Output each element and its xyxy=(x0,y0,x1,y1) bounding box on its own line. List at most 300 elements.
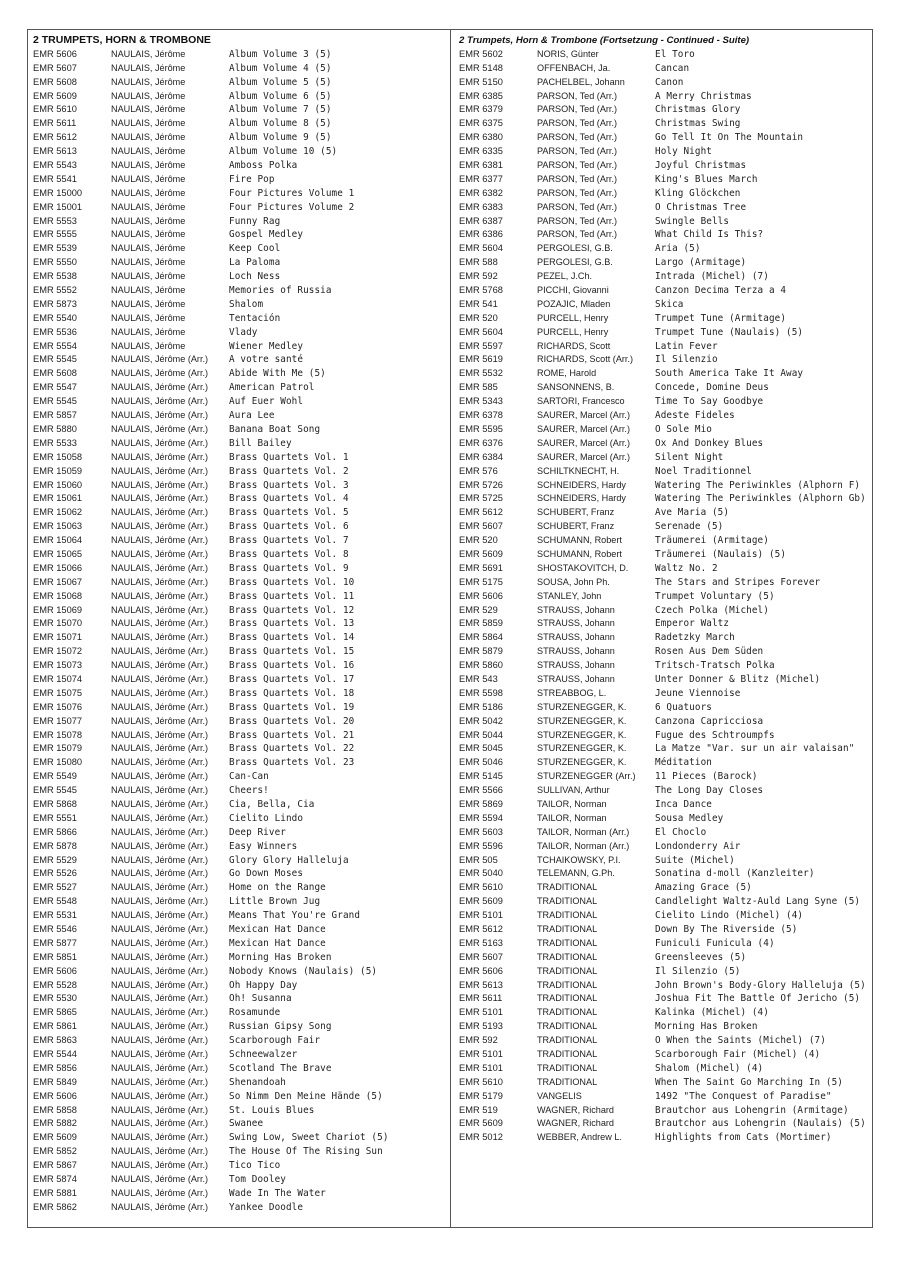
piece-title: Brass Quartets Vol. 20 xyxy=(229,715,355,727)
piece-title: Greensleeves (5) xyxy=(655,951,747,963)
composer-name: STURZENEGGER, K. xyxy=(537,701,627,712)
catalog-number: EMR 588 xyxy=(459,257,498,268)
piece-title: Scotland The Brave xyxy=(229,1062,332,1074)
composer-name: PICCHI, Giovanni xyxy=(537,285,609,296)
piece-title: Loch Ness xyxy=(229,271,281,283)
list-item xyxy=(33,90,445,104)
piece-title: Brass Quartets Vol. 12 xyxy=(229,604,355,616)
catalog-number: EMR 5611 xyxy=(33,118,77,129)
list-item xyxy=(459,576,869,590)
list-item xyxy=(459,923,869,937)
list-item xyxy=(459,201,869,215)
composer-name: NAULAIS, Jérôme (Arr.) xyxy=(111,1160,209,1171)
composer-name: NAULAIS, Jérôme (Arr.) xyxy=(111,576,209,587)
catalog-number: EMR 5606 xyxy=(33,1090,77,1101)
composer-name: TELEMANN, G.Ph. xyxy=(537,868,615,879)
composer-name: NAULAIS, Jérôme xyxy=(111,201,186,212)
composer-name: NAULAIS, Jérôme (Arr.) xyxy=(111,1049,209,1060)
composer-name: PARSON, Ted (Arr.) xyxy=(537,90,618,101)
composer-name: STURZENEGGER, K. xyxy=(537,715,627,726)
list-item xyxy=(459,228,869,242)
catalog-number: EMR 5608 xyxy=(33,76,77,87)
piece-title: Canzona Capricciosa xyxy=(655,715,764,727)
composer-name: NAULAIS, Jérôme (Arr.) xyxy=(111,660,209,671)
composer-name: PARSON, Ted (Arr.) xyxy=(537,146,618,157)
piece-title: Little Brown Jug xyxy=(229,896,321,908)
catalog-number: EMR 5045 xyxy=(459,743,503,754)
piece-title: Joyful Christmas xyxy=(655,160,747,172)
composer-name: NAULAIS, Jérôme (Arr.) xyxy=(111,826,209,837)
catalog-number: EMR 5874 xyxy=(33,1174,77,1185)
catalog-number: EMR 5613 xyxy=(33,146,77,157)
list-item xyxy=(459,159,869,173)
section-title: 2 TRUMPETS, HORN & TROMBONE xyxy=(33,34,211,46)
composer-name: STRAUSS, Johann xyxy=(537,660,615,671)
piece-title: Brass Quartets Vol. 14 xyxy=(229,632,355,644)
list-item xyxy=(33,923,445,937)
catalog-number: EMR 15072 xyxy=(33,646,83,657)
list-item xyxy=(33,937,445,951)
piece-title: Vlady xyxy=(229,326,258,338)
piece-title: El Choclo xyxy=(655,826,707,838)
catalog-number: EMR 5873 xyxy=(33,298,77,309)
catalog-number: EMR 5012 xyxy=(459,1132,503,1143)
catalog-number: EMR 519 xyxy=(459,1104,498,1115)
composer-name: NAULAIS, Jérôme (Arr.) xyxy=(111,410,209,421)
piece-title: Brass Quartets Vol. 4 xyxy=(229,493,349,505)
list-item xyxy=(33,465,445,479)
piece-title: Watering The Periwinkles (Alphorn F) xyxy=(655,479,861,491)
list-item xyxy=(33,173,445,187)
composer-name: TRADITIONAL xyxy=(537,1049,598,1060)
catalog-number: EMR 5609 xyxy=(33,90,77,101)
composer-name: TRADITIONAL xyxy=(537,1021,598,1032)
list-item xyxy=(33,340,445,354)
piece-title: Shenandoah xyxy=(229,1076,286,1088)
list-item xyxy=(459,701,869,715)
composer-name: STURZENEGGER, K. xyxy=(537,743,627,754)
list-item xyxy=(33,590,445,604)
list-item xyxy=(459,1062,869,1076)
list-item xyxy=(33,492,445,506)
piece-title: Silent Night xyxy=(655,451,724,463)
composer-name: NAULAIS, Jérôme xyxy=(111,118,186,129)
list-item xyxy=(459,1131,869,1145)
piece-title: Time To Say Goodbye xyxy=(655,396,764,408)
piece-title: Cielito Lindo xyxy=(229,812,304,824)
piece-title: Rosamunde xyxy=(229,1007,281,1019)
catalog-number: EMR 5864 xyxy=(459,632,503,643)
piece-title: Shalom xyxy=(229,298,264,310)
piece-title: Oh! Susanna xyxy=(229,993,292,1005)
list-item xyxy=(459,812,869,826)
catalog-number: EMR 15068 xyxy=(33,590,83,601)
piece-title: Sousa Medley xyxy=(655,812,724,824)
catalog-number: EMR 15077 xyxy=(33,715,83,726)
composer-name: SHOSTAKOVITCH, D. xyxy=(537,562,629,573)
catalog-number: EMR 6387 xyxy=(459,215,503,226)
catalog-number: EMR 5101 xyxy=(459,1062,503,1073)
composer-name: NAULAIS, Jérôme (Arr.) xyxy=(111,1090,209,1101)
piece-title: O When the Saints (Michel) (7) xyxy=(655,1035,826,1047)
piece-title: Brass Quartets Vol. 17 xyxy=(229,673,355,685)
list-item xyxy=(459,326,869,340)
list-item xyxy=(459,367,869,381)
composer-name: NAULAIS, Jérôme (Arr.) xyxy=(111,924,209,934)
catalog-number: EMR 5186 xyxy=(459,701,503,712)
list-item xyxy=(33,840,445,854)
composer-name: NAULAIS, Jérôme (Arr.) xyxy=(111,965,209,976)
composer-name: NAULAIS, Jérôme (Arr.) xyxy=(111,979,209,990)
list-item xyxy=(33,1062,445,1076)
composer-name: OFFENBACH, Ja. xyxy=(537,62,611,73)
piece-title: Brass Quartets Vol. 1 xyxy=(229,451,349,463)
composer-name: NAULAIS, Jérôme xyxy=(111,160,186,171)
list-item xyxy=(459,1104,869,1118)
composer-name: PARSON, Ted (Arr.) xyxy=(537,160,618,171)
composer-name: TAILOR, Norman (Arr.) xyxy=(537,826,630,837)
composer-name: PARSON, Ted (Arr.) xyxy=(537,118,618,129)
list-item xyxy=(459,548,869,562)
piece-title: Kalinka (Michel) (4) xyxy=(655,1007,769,1019)
composer-name: NAULAIS, Jérôme (Arr.) xyxy=(111,882,209,893)
list-item xyxy=(33,1173,445,1187)
catalog-number: EMR 5545 xyxy=(33,354,77,365)
composer-name: STRAUSS, Johann xyxy=(537,618,615,629)
catalog-number: EMR 5865 xyxy=(33,1007,77,1018)
list-item xyxy=(459,451,869,465)
catalog-number: EMR 5101 xyxy=(459,910,503,921)
composer-name: TAILOR, Norman xyxy=(537,812,607,823)
piece-title: Trumpet Voluntary (5) xyxy=(655,590,775,602)
catalog-number: EMR 5851 xyxy=(33,951,77,962)
catalog-number: EMR 6384 xyxy=(459,451,503,462)
list-item xyxy=(459,604,869,618)
list-item xyxy=(33,409,445,423)
catalog-number: EMR 15076 xyxy=(33,701,83,712)
piece-title: Suite (Michel) xyxy=(655,854,735,866)
composer-name: NAULAIS, Jérôme (Arr.) xyxy=(111,604,209,615)
composer-name: POZAJIC, Mladen xyxy=(537,298,611,309)
catalog-number: EMR 5042 xyxy=(459,715,503,726)
piece-title: Banana Boat Song xyxy=(229,423,321,435)
piece-title: Swingle Bells xyxy=(655,215,730,227)
list-item xyxy=(33,687,445,701)
catalog-number: EMR 5545 xyxy=(33,785,77,796)
piece-title: What Child Is This? xyxy=(655,229,764,241)
piece-title: Glory Glory Halleluja xyxy=(229,854,349,866)
piece-title: Brass Quartets Vol. 3 xyxy=(229,479,349,491)
piece-title: Joshua Fit The Battle Of Jericho (5) xyxy=(655,993,861,1005)
list-item xyxy=(33,437,445,451)
piece-title: Wade In The Water xyxy=(229,1187,326,1199)
catalog-number: EMR 5726 xyxy=(459,479,503,490)
composer-name: NAULAIS, Jérôme (Arr.) xyxy=(111,701,209,712)
piece-title: Tom Dooley xyxy=(229,1174,286,1186)
composer-name: PARSON, Ted (Arr.) xyxy=(537,215,618,226)
piece-title: Intrada (Michel) (7) xyxy=(655,271,769,283)
piece-title: Brass Quartets Vol. 11 xyxy=(229,590,355,602)
list-item xyxy=(33,256,445,270)
list-item xyxy=(33,951,445,965)
piece-title: Träumerei (Naulais) (5) xyxy=(655,548,787,560)
piece-title: South America Take It Away xyxy=(655,368,804,380)
catalog-number: EMR 5594 xyxy=(459,812,503,823)
composer-name: TAILOR, Norman xyxy=(537,798,607,809)
piece-title: Brass Quartets Vol. 2 xyxy=(229,465,349,477)
composer-name: TRADITIONAL xyxy=(537,993,598,1004)
piece-title: Brass Quartets Vol. 13 xyxy=(229,618,355,630)
composer-name: PURCELL, Henry xyxy=(537,326,609,337)
list-item xyxy=(459,103,869,117)
list-item xyxy=(459,1006,869,1020)
composer-name: NAULAIS, Jérôme (Arr.) xyxy=(111,396,209,407)
piece-title: Four Pictures Volume 2 xyxy=(229,201,355,213)
composer-name: RICHARDS, Scott (Arr.) xyxy=(537,354,633,365)
composer-name: PERGOLESI, G.B. xyxy=(537,257,613,268)
catalog-number: EMR 6381 xyxy=(459,160,503,171)
piece-title: So Nimm Den Meine Hände (5) xyxy=(229,1090,383,1102)
composer-name: NAULAIS, Jérôme xyxy=(111,340,186,351)
catalog-number: EMR 592 xyxy=(459,271,498,282)
catalog-number: EMR 5606 xyxy=(33,965,77,976)
catalog-number: EMR 15065 xyxy=(33,548,83,559)
list-item xyxy=(33,1131,445,1145)
catalog-number: EMR 15078 xyxy=(33,729,83,740)
piece-title: St. Louis Blues xyxy=(229,1104,315,1116)
list-item xyxy=(33,576,445,590)
piece-title: Wiener Medley xyxy=(229,340,304,352)
list-item xyxy=(459,76,869,90)
composer-name: SCHNEIDERS, Hardy xyxy=(537,479,626,490)
composer-name: NAULAIS, Jérôme xyxy=(111,146,186,157)
piece-title: La Matze "Var. sur un air valaisan" xyxy=(655,743,855,755)
catalog-number: EMR 5545 xyxy=(33,396,77,407)
list-item xyxy=(459,1117,869,1131)
piece-title: Go Down Moses xyxy=(229,868,304,880)
catalog-number: EMR 5611 xyxy=(459,993,503,1004)
list-item xyxy=(459,1020,869,1034)
catalog-number: EMR 585 xyxy=(459,382,498,393)
catalog-number: EMR 5610 xyxy=(459,1076,503,1087)
piece-title: Czech Polka (Michel) xyxy=(655,604,769,616)
composer-name: STURZENEGGER, K. xyxy=(537,757,627,768)
list-item xyxy=(459,395,869,409)
composer-name: PARSON, Ted (Arr.) xyxy=(537,229,618,240)
catalog-number: EMR 5725 xyxy=(459,493,503,504)
composer-name: NAULAIS, Jérôme (Arr.) xyxy=(111,590,209,601)
catalog-number: EMR 5550 xyxy=(33,257,77,268)
piece-title: Album Volume 3 (5) xyxy=(229,48,332,60)
catalog-number: EMR 5861 xyxy=(33,1021,77,1032)
composer-name: NAULAIS, Jérôme (Arr.) xyxy=(111,1035,209,1046)
composer-name: TRADITIONAL xyxy=(537,1062,598,1073)
list-item xyxy=(459,937,869,951)
right-column xyxy=(459,34,869,1145)
list-item xyxy=(459,979,869,993)
catalog-number: EMR 5148 xyxy=(459,62,503,73)
piece-title: Tico Tico xyxy=(229,1160,281,1172)
composer-name: NAULAIS, Jérôme xyxy=(111,48,186,59)
piece-title: Can-Can xyxy=(229,771,269,783)
catalog-number: EMR 5528 xyxy=(33,979,77,990)
list-item xyxy=(459,506,869,520)
catalog-number: EMR 5101 xyxy=(459,1007,503,1018)
composer-name: TCHAIKOWSKY, P.I. xyxy=(537,854,621,865)
composer-name: NAULAIS, Jérôme (Arr.) xyxy=(111,937,209,948)
list-item xyxy=(459,756,869,770)
catalog-number: EMR 15071 xyxy=(33,632,83,643)
list-item xyxy=(459,590,869,604)
piece-title: Swing Low, Sweet Chariot (5) xyxy=(229,1132,389,1144)
piece-title: Fugue des Schtroumpfs xyxy=(655,729,775,741)
catalog-number: EMR 5610 xyxy=(33,104,77,115)
piece-title: Holy Night xyxy=(655,146,712,158)
piece-title: Adeste Fideles xyxy=(655,410,735,422)
catalog-number: EMR 5540 xyxy=(33,312,77,323)
catalog-number: EMR 5539 xyxy=(33,243,77,254)
catalog-number: EMR 5175 xyxy=(459,576,503,587)
list-item xyxy=(459,659,869,673)
list-item xyxy=(33,617,445,631)
composer-name: SCHNEIDERS, Hardy xyxy=(537,493,626,504)
list-item xyxy=(459,145,869,159)
composer-name: NAULAIS, Jérôme (Arr.) xyxy=(111,868,209,879)
piece-title: Skica xyxy=(655,298,684,310)
composer-name: NAULAIS, Jérôme xyxy=(111,90,186,101)
piece-title: Swanee xyxy=(229,1118,264,1130)
piece-title: Go Tell It On The Mountain xyxy=(655,132,804,144)
catalog-number: EMR 5554 xyxy=(33,340,77,351)
composer-name: TRADITIONAL xyxy=(537,1076,598,1087)
list-item xyxy=(33,423,445,437)
piece-title: Nobody Knows (Naulais) (5) xyxy=(229,965,378,977)
list-item xyxy=(33,979,445,993)
list-item xyxy=(33,298,445,312)
catalog-number: EMR 5768 xyxy=(459,285,503,296)
piece-title: Watering The Periwinkles (Alphorn Gb) xyxy=(655,493,866,505)
list-item xyxy=(459,298,869,312)
list-item xyxy=(33,965,445,979)
composer-name: PARSON, Ted (Arr.) xyxy=(537,132,618,143)
composer-name: TRADITIONAL xyxy=(537,896,598,907)
composer-name: WEBBER, Andrew L. xyxy=(537,1132,622,1143)
composer-name: TRADITIONAL xyxy=(537,951,598,962)
piece-title: Jeune Viennoise xyxy=(655,687,741,699)
catalog-number: EMR 5612 xyxy=(33,132,77,143)
catalog-number: EMR 5602 xyxy=(459,48,503,59)
list-item xyxy=(33,1006,445,1020)
list-item xyxy=(459,631,869,645)
catalog-number: EMR 5860 xyxy=(459,660,503,671)
composer-name: NAULAIS, Jérôme (Arr.) xyxy=(111,896,209,907)
piece-title: Serenade (5) xyxy=(655,521,724,533)
piece-title: Canon xyxy=(655,76,684,88)
piece-title: Christmas Swing xyxy=(655,118,741,130)
composer-name: NAULAIS, Jérôme xyxy=(111,132,186,143)
composer-name: NAULAIS, Jérôme (Arr.) xyxy=(111,673,209,684)
list-item xyxy=(33,798,445,812)
catalog-number: EMR 5548 xyxy=(33,896,77,907)
piece-title: Il Silenzio (5) xyxy=(655,965,741,977)
composer-name: NAULAIS, Jérôme (Arr.) xyxy=(111,993,209,1004)
composer-name: NAULAIS, Jérôme (Arr.) xyxy=(111,854,209,865)
composer-name: NAULAIS, Jérôme (Arr.) xyxy=(111,951,209,962)
piece-title: Rosen Aus Dem Süden xyxy=(655,646,764,658)
piece-title: Il Silenzio xyxy=(655,354,718,366)
composer-name: NAULAIS, Jérôme xyxy=(111,173,186,184)
catalog-number: EMR 5544 xyxy=(33,1049,77,1060)
list-item xyxy=(459,742,869,756)
piece-title: Ox And Donkey Blues xyxy=(655,437,764,449)
list-item xyxy=(459,242,869,256)
composer-name: TRADITIONAL xyxy=(537,965,598,976)
list-item xyxy=(459,520,869,534)
catalog-number: EMR 6385 xyxy=(459,90,503,101)
composer-name: SAURER, Marcel (Arr.) xyxy=(537,451,630,462)
list-item xyxy=(33,562,445,576)
catalog-number: EMR 5596 xyxy=(459,840,503,851)
piece-title: Easy Winners xyxy=(229,840,298,852)
composer-name: SULLIVAN, Arthur xyxy=(537,785,610,796)
list-item xyxy=(459,256,869,270)
piece-title: Album Volume 5 (5) xyxy=(229,76,332,88)
list-item xyxy=(33,48,445,62)
catalog-number: EMR 5343 xyxy=(459,396,503,407)
composer-name: NAULAIS, Jérôme (Arr.) xyxy=(111,535,209,546)
list-item xyxy=(33,228,445,242)
piece-title: 11 Pieces (Barock) xyxy=(655,771,758,783)
list-item xyxy=(33,395,445,409)
list-item xyxy=(459,492,869,506)
catalog-number: EMR 5533 xyxy=(33,437,77,448)
list-item xyxy=(459,215,869,229)
piece-title: Cheers! xyxy=(229,785,269,797)
catalog-number: EMR 5852 xyxy=(33,1146,77,1157)
piece-title: Cia, Bella, Cia xyxy=(229,798,315,810)
piece-title: Inca Dance xyxy=(655,798,712,810)
piece-title: King's Blues March xyxy=(655,173,758,185)
piece-title: Shalom (Michel) (4) xyxy=(655,1062,764,1074)
list-item xyxy=(459,770,869,784)
list-item xyxy=(33,326,445,340)
catalog-number: EMR 5612 xyxy=(459,924,503,934)
composer-name: NAULAIS, Jérôme (Arr.) xyxy=(111,1201,209,1212)
composer-name: NAULAIS, Jérôme xyxy=(111,285,186,296)
catalog-number: EMR 5179 xyxy=(459,1090,503,1101)
catalog-number: EMR 576 xyxy=(459,465,498,476)
list-item xyxy=(459,951,869,965)
catalog-number: EMR 5555 xyxy=(33,229,77,240)
piece-title: Brass Quartets Vol. 19 xyxy=(229,701,355,713)
catalog-number: EMR 5044 xyxy=(459,729,503,740)
list-item xyxy=(33,701,445,715)
catalog-number: EMR 5597 xyxy=(459,340,503,351)
catalog-number: EMR 5612 xyxy=(459,507,503,518)
list-item xyxy=(33,520,445,534)
list-item xyxy=(459,534,869,548)
list-item xyxy=(33,506,445,520)
piece-title: Cancan xyxy=(655,62,690,74)
list-item xyxy=(33,992,445,1006)
composer-name: NAULAIS, Jérôme (Arr.) xyxy=(111,729,209,740)
piece-title: 1492 "The Conquest of Paradise" xyxy=(655,1090,832,1102)
list-item xyxy=(459,687,869,701)
list-item xyxy=(459,673,869,687)
catalog-number: EMR 5868 xyxy=(33,798,77,809)
catalog-number: EMR 5150 xyxy=(459,76,503,87)
composer-name: SCHUMANN, Robert xyxy=(537,548,622,559)
